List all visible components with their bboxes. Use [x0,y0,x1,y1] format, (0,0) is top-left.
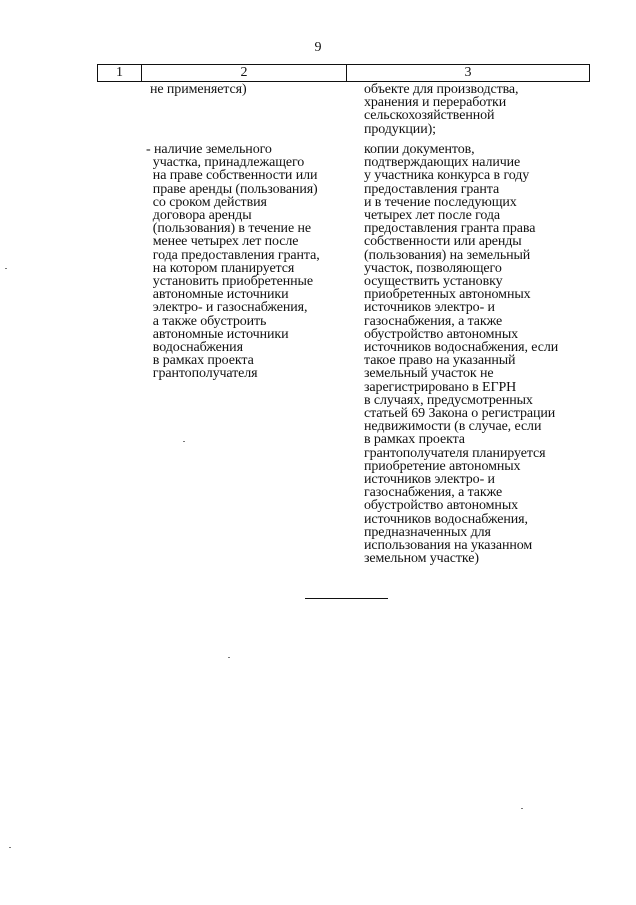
scan-speck [9,847,11,848]
row1-column3-text [364,83,596,136]
text-line: источников электро- и [364,472,495,488]
scan-speck [5,268,7,269]
scan-speck [228,657,230,658]
text-line: источников водоснабжения, [364,511,528,527]
text-line: у участника конкурса в году [364,168,530,184]
text-line: - наличие земельного [146,142,272,157]
scan-speck [521,808,523,809]
text-line: автономные источники [146,287,289,303]
text-line: договора аренды [146,208,252,224]
text-line: газоснабжения, а также [364,313,503,329]
text-line: (пользования) в течение не [146,221,311,237]
text-line: хранения и переработки [364,95,507,111]
end-of-document-rule [305,598,388,599]
text-line: установить приобретенные [146,274,313,290]
text-line: водоснабжения [146,340,243,356]
text-line: статьей 69 Закона о регистрации [364,406,556,422]
text-line: зарегистрировано в ЕГРН [364,379,517,395]
text-line: электро- и газоснабжения, [146,300,308,316]
column-header-2: 2 [142,65,347,81]
text-line: в рамках проекта [146,353,254,369]
text-line: предоставления гранта [364,181,500,197]
row2-column3-text [364,143,596,566]
text-line: в случаях, предусмотренных [364,392,533,408]
row2-column2-text [146,143,346,381]
text-line: на праве собственности или [146,168,318,184]
text-line: менее четырех лет после [146,234,299,250]
text-line: собственности или аренды [364,234,522,250]
scan-speck [183,441,185,442]
text-line: не применяется) [150,82,247,97]
text-line: осуществить установку [364,274,503,290]
text-line: копии документов, [364,142,475,157]
text-line: автономные источники [146,326,289,342]
text-line: (пользования) на земельный [364,247,531,263]
text-line: участок, позволяющего [364,260,502,276]
text-line: и в течение последующих [364,194,517,210]
text-line: подтверждающих наличие [364,155,521,171]
column-header-3: 3 [464,65,472,80]
text-line: со сроком действия [146,194,267,210]
column-header-1: 1 [98,65,142,81]
text-line: четырех лет после года [364,208,501,224]
text-line: предоставления гранта права [364,221,536,237]
text-line: праве аренды (пользования) [146,181,318,197]
text-line: в рамках проекта [364,432,465,448]
page-number: 9 [314,40,322,55]
text-line: грантополучателя планируется [364,445,546,461]
text-line: на котором планируется [146,260,295,276]
text-line: источников водоснабжения, если [364,340,559,356]
text-line: земельном участке) [364,551,479,567]
row1-column2-text [150,83,350,96]
text-line: газоснабжения, а также [364,485,503,501]
text-line: объекте для производства, [364,82,519,97]
table-header-row [97,64,590,82]
text-line: такое право на указанный [364,353,516,369]
text-line: а также обустроить [146,313,267,329]
text-line: участка, принадлежащего [146,155,305,171]
text-line: приобретенных автономных [364,287,531,303]
text-line: сельскохозяйственной [364,108,495,124]
text-line: обустройство автономных [364,326,519,342]
text-line: продукции); [364,121,436,137]
text-line: источников электро- и [364,300,495,316]
text-line: земельный участок не [364,366,494,382]
text-line: недвижимости (в случае, если [364,419,542,435]
text-line: грантополучателя [146,366,258,382]
text-line: приобретение автономных [364,458,521,474]
text-line: обустройство автономных [364,498,519,514]
text-line: предназначенных для [364,524,491,540]
text-line: использования на указанном [364,538,533,554]
text-line: года предоставления гранта, [146,247,320,263]
